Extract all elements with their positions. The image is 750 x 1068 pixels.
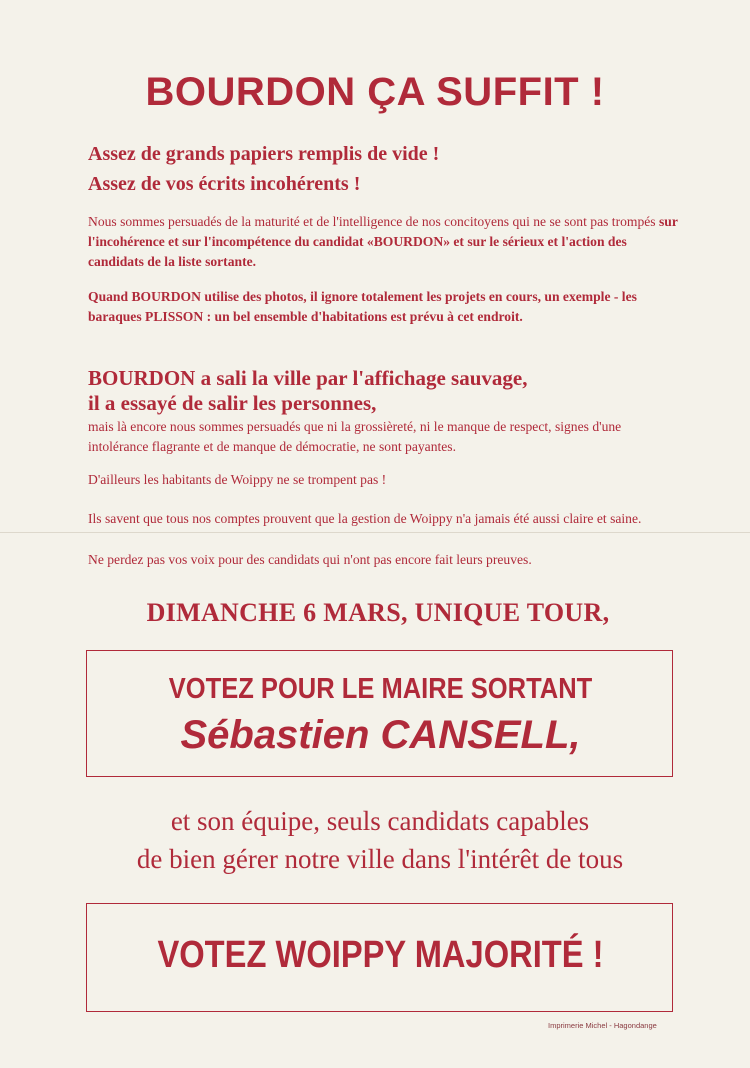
vote-mayor-line: VOTEZ POUR LE MAIRE SORTANT	[168, 673, 593, 705]
paragraph-grossierete: mais là encore nous sommes persuadés que ni la grossièreté, ni le manque de respect, signes d'une intolérance flagrante et de manque de démocratie, ne sont payantes.	[88, 419, 622, 454]
paragraph-maturite	[88, 212, 678, 272]
subhead-1: Assez de grands papiers remplis de vide !	[88, 143, 440, 165]
candidate-name: Sébastien CANSELL,	[180, 713, 581, 757]
paragraph-maturite-text: Nous sommes persuadés de la maturité et de l'intelligence de nos concitoyens qui ne se sont pas trompés	[88, 214, 659, 229]
paragraph-habitants: D'ailleurs les habitants de Woippy ne se trompent pas !	[88, 472, 387, 487]
paragraph-photos: Quand BOURDON utilise des photos, il ignore totalement les projets en cours, un exemple - les baraques PLISSON : un bel ensemble d'habitations est prévu à cet endroit.	[88, 289, 637, 324]
vote-list-box	[86, 903, 673, 1012]
vote-list-line: VOTEZ WOIPPY MAJORITÉ !	[157, 934, 604, 976]
team-statement-line-2: de bien gérer notre ville dans l'intérêt de tous	[136, 844, 624, 874]
election-date: DIMANCHE 6 MARS, UNIQUE TOUR,	[146, 598, 610, 627]
team-statement-line-1: et son équipe, seuls candidats capables	[170, 806, 590, 836]
bold-statement-2: il a essayé de salir les personnes,	[88, 391, 377, 415]
paragraph-comptes: Ils savent que tous nos comptes prouvent que la gestion de Woippy n'a jamais été aussi claire et saine.	[88, 511, 642, 526]
team-statement	[0, 802, 750, 878]
printer-credit: Imprimerie Michel - Hagondange	[548, 1021, 657, 1030]
bold-statement-1: BOURDON a sali la ville par l'affichage sauvage,	[88, 366, 528, 390]
vote-mayor-box	[86, 650, 673, 777]
page-title: BOURDON ÇA SUFFIT !	[145, 70, 605, 114]
fold-line	[0, 532, 750, 533]
subhead-2: Assez de vos écrits incohérents !	[88, 173, 361, 195]
paragraph-voix: Ne perdez pas vos voix pour des candidats qui n'ont pas encore fait leurs preuves.	[88, 552, 532, 567]
paragraph-maturite-bold: sur l'incohérence et sur l'incompétence du candidat «BOURDON» et sur le sérieux et l'action des candidats de la liste sortante.	[88, 214, 678, 269]
